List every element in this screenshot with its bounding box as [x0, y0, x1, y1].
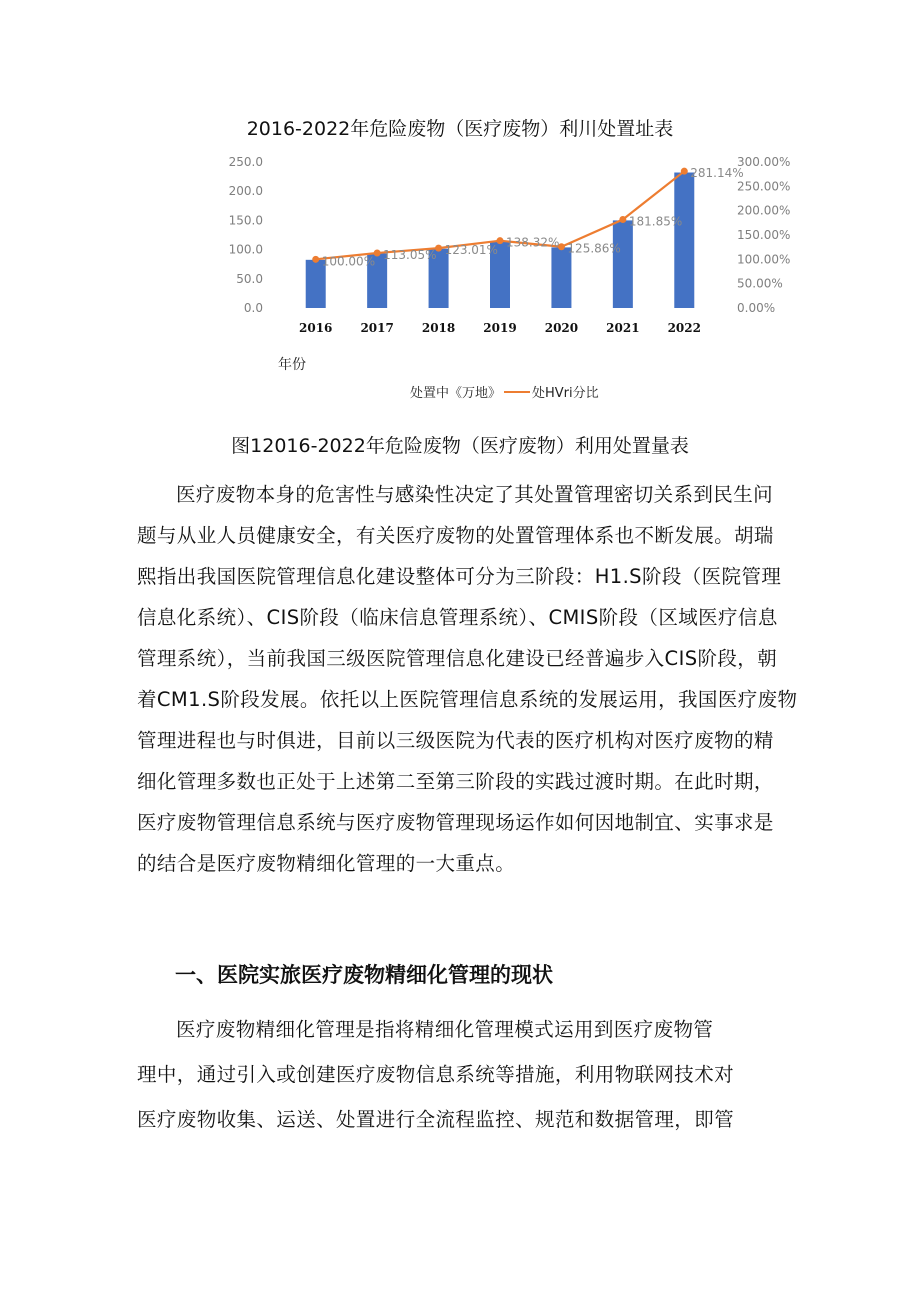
y-tick-label: 200.0	[228, 184, 263, 199]
data-label: 100.00%	[321, 254, 376, 269]
data-label: 125.86%	[567, 241, 621, 256]
legend-bar-label: 处置中《万地》	[410, 386, 502, 401]
x-tick-label: 2018	[421, 321, 456, 335]
paragraph-line: 着CM1.S阶段发展。依托以上医院管理信息系统的发展运用，我国医疗废物	[137, 688, 798, 711]
data-label: 138.32%	[506, 235, 560, 250]
bar	[613, 220, 633, 308]
y-tick-label: 150.0	[228, 213, 263, 228]
paragraph-line: 题与从业人员健康安全，有关医疗废物的处置管理体系也不断发展。胡瑞	[137, 524, 774, 547]
paragraph-line: 信息化系统）、CIS阶段（临床信息管理系统）、CMIS阶段（区域医疗信息	[137, 606, 778, 629]
paragraph-2	[137, 1009, 792, 1140]
paragraph-line: 医疗废物收集、运送、处置进行全流程监控、规范和数据管理，即管	[137, 1108, 735, 1131]
paragraph-line: 的结合是医疗废物精细化管理的一大重点。	[137, 852, 516, 875]
y2-tick-label: 300.00%	[737, 155, 791, 169]
paragraph-line: 管理进程也与时俱进，目前以三级医院为代表的医疗机构对医疗废物的精	[137, 729, 774, 752]
bar	[674, 173, 694, 308]
paragraph-line: 医疗废物精细化管理是指将精细化管理模式运用到医疗废物管	[176, 1018, 714, 1041]
legend-line-label: 处HVri分比	[532, 386, 599, 401]
data-label: 123.01%	[444, 243, 498, 258]
line-point	[312, 256, 319, 263]
paragraph-1	[137, 474, 798, 884]
x-tick-label: 2019	[483, 321, 517, 335]
bar	[551, 247, 571, 308]
data-label: 113.05%	[383, 247, 437, 262]
paragraph-line: 医疗废物本身的危害性与感染性决定了其处置管理密切关系到民生问	[176, 483, 774, 506]
data-label: 281.14%	[690, 166, 744, 181]
y2-tick-label: 100.00%	[737, 252, 791, 267]
y-tick-label: 250.0	[228, 155, 263, 169]
y-tick-label: 50.0	[236, 271, 263, 286]
figure-caption: 图12016-2022年危险废物（医疗废物）利用处置量表	[231, 435, 689, 457]
chart-legend	[410, 382, 599, 401]
x-tick-label: 2020	[544, 321, 579, 335]
chart-title: 2016-2022年危险废物（医疗废物）利川处置址表	[246, 118, 674, 140]
legend-line-swatch	[504, 391, 530, 393]
paragraph-line: 熙指出我国医院管理信息化建设整体可分为三阶段：H1.S阶段（医院管理	[137, 565, 782, 588]
chart	[215, 146, 795, 346]
y2-tick-label: 200.00%	[737, 203, 791, 218]
x-tick-label: 2022	[667, 321, 701, 335]
y-tick-label: 0.0	[243, 301, 263, 315]
data-label: 181.85%	[628, 214, 683, 229]
y2-tick-label: 0.00%	[737, 301, 776, 315]
line-point	[619, 216, 626, 223]
paragraph-line: 理中，通过引入或创建医疗废物信息系统等措施，利用物联网技术对	[137, 1063, 735, 1086]
axis-title: 年份	[278, 357, 306, 373]
section-heading: 一、医院实旅医疗废物精细化管理的现状	[175, 963, 553, 987]
line-point	[681, 168, 688, 175]
y2-tick-label: 250.00%	[737, 179, 791, 194]
x-tick-label: 2016	[299, 321, 333, 335]
y2-tick-label: 50.00%	[737, 276, 783, 291]
paragraph-line: 细化管理多数也正处于上述第二至第三阶段的实践过渡时期。在此时期，	[137, 770, 774, 793]
y2-tick-label: 150.00%	[737, 228, 791, 242]
paragraph-line: 医疗废物管理信息系统与医疗废物管理现场运作如何因地制宜、实事求是	[137, 811, 774, 834]
y-tick-label: 100.0	[228, 242, 263, 257]
x-tick-label: 2021	[606, 321, 640, 335]
paragraph-line: 管理系统），当前我国三级医院管理信息化建设已经普遍步入CIS阶段，朝	[137, 647, 778, 670]
x-tick-label: 2017	[360, 321, 394, 335]
